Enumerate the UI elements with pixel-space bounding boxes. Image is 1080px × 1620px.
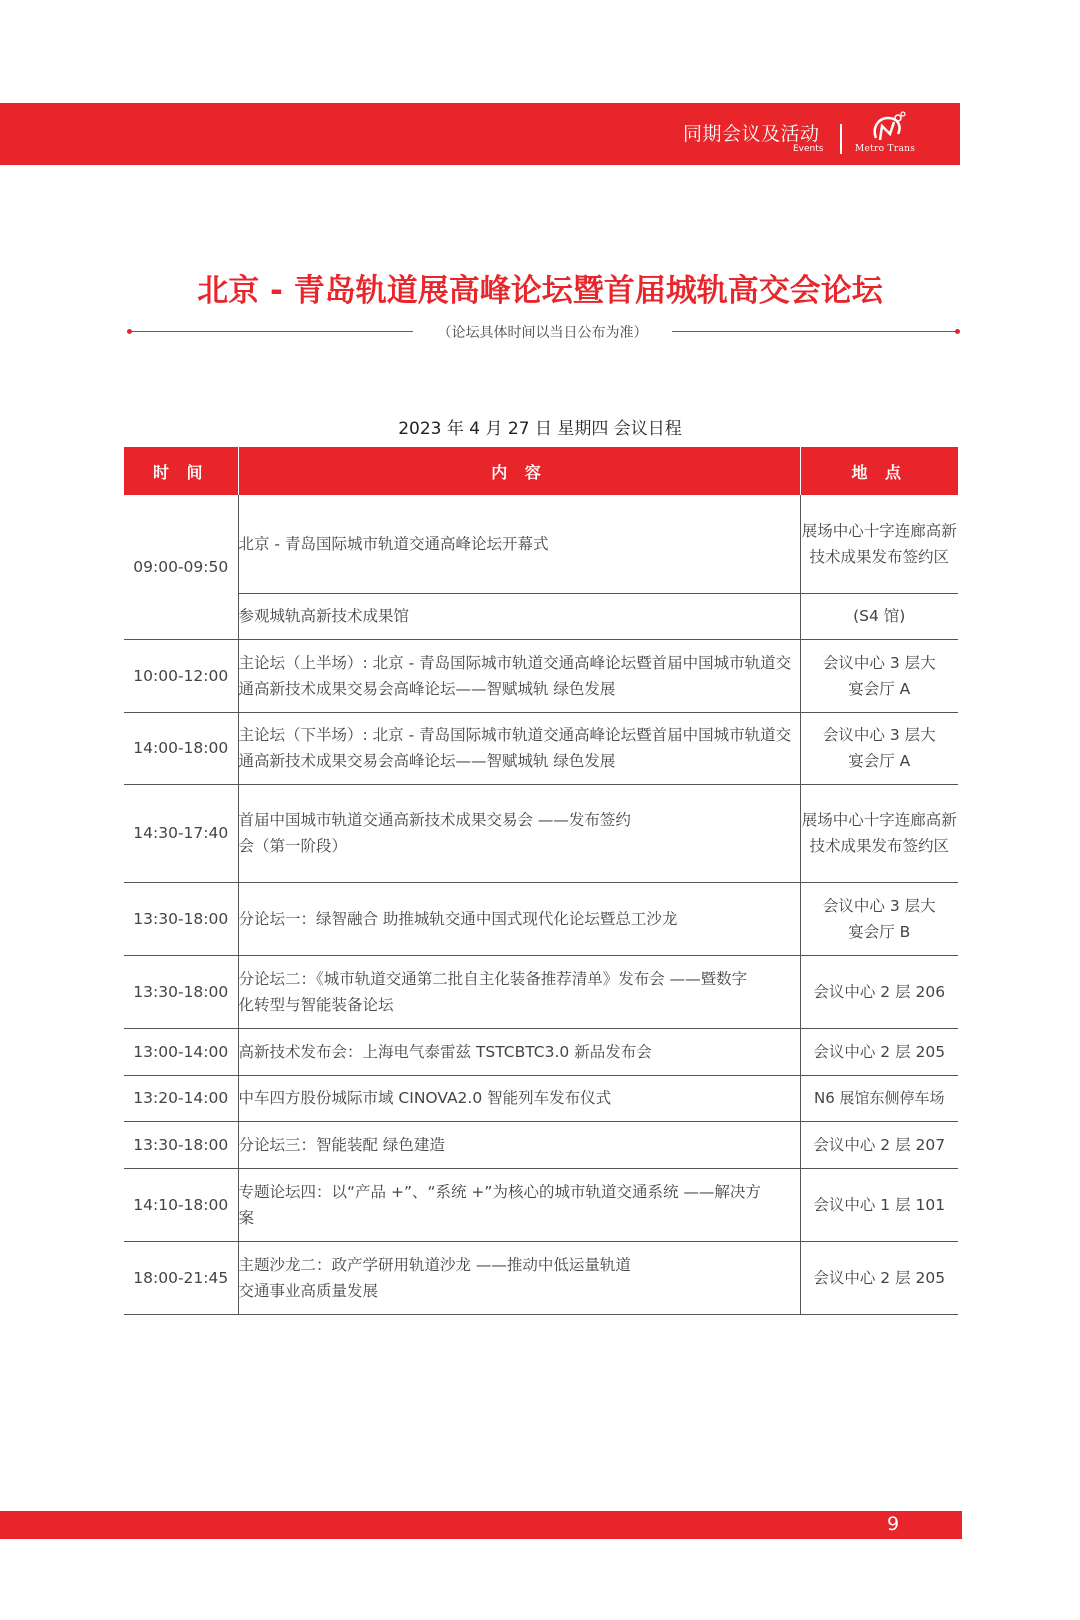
row-content: 分论坛一：绿智融合 助推城轨交通中国式现代化论坛暨总工沙龙 — [238, 882, 800, 955]
row-location: 会议中心 3 层大宴会厅 B — [800, 882, 958, 955]
row-content: 首届中国城市轨道交通高新技术成果交易会 ——发布签约会（第一阶段） — [238, 784, 800, 882]
schedule-date: 2023 年 4 月 27 日 星期四 会议日程 — [398, 419, 682, 439]
row-location: 会议中心 3 层大宴会厅 A — [800, 712, 958, 784]
row-time: 09:00-09:50 — [124, 495, 238, 639]
footer-bar — [0, 1511, 962, 1539]
row-time: 14:30-17:40 — [124, 784, 238, 882]
table-row — [124, 955, 958, 1028]
header-location: 地 点 — [800, 447, 958, 495]
row-content: 参观城轨高新技术成果馆 — [238, 593, 800, 639]
header-divider — [840, 124, 842, 154]
table-row — [124, 882, 958, 955]
row-location: N6 展馆东侧停车场 — [800, 1075, 958, 1121]
table-row — [124, 1075, 958, 1121]
row-content: 北京 - 青岛国际城市轨道交通高峰论坛开幕式 — [238, 495, 800, 593]
row-location: 会议中心 2 层 206 — [800, 955, 958, 1028]
page-number: 9 — [887, 1513, 900, 1535]
row-content: 高新技术发布会：上海电气泰雷兹 TSTCBTC3.0 新品发布会 — [238, 1028, 800, 1075]
row-location: 会议中心 1 层 101 — [800, 1168, 958, 1241]
table-row — [124, 495, 958, 593]
row-time: 13:30-18:00 — [124, 1121, 238, 1168]
table-row — [124, 639, 958, 712]
table-row — [124, 593, 958, 639]
page-title: 北京 - 青岛轨道展高峰论坛暨首届城轨高交会论坛 — [197, 273, 883, 309]
row-location: 会议中心 2 层 207 — [800, 1121, 958, 1168]
row-content: 分论坛三：智能装配 绿色建造 — [238, 1121, 800, 1168]
schedule-table — [124, 447, 958, 1315]
row-time: 18:00-21:45 — [124, 1241, 238, 1314]
divider-line-right — [672, 331, 957, 332]
table-row — [124, 1241, 958, 1314]
table-row — [124, 1028, 958, 1075]
row-time: 13:00-14:00 — [124, 1028, 238, 1075]
section-subtitle: Events — [793, 144, 824, 154]
row-time: 14:00-18:00 — [124, 712, 238, 784]
table-header-row — [124, 447, 958, 495]
row-content: 中车四方股份城际市域 CINOVA2.0 智能列车发布仪式 — [238, 1075, 800, 1121]
row-time: 10:00-12:00 — [124, 639, 238, 712]
row-content: 主题沙龙二：政产学研用轨道沙龙 ——推动中低运量轨道交通事业高质量发展 — [238, 1241, 800, 1314]
row-time: 13:30-18:00 — [124, 955, 238, 1028]
row-time: 13:30-18:00 — [124, 882, 238, 955]
row-location: 会议中心 2 层 205 — [800, 1028, 958, 1075]
row-location: 会议中心 2 层 205 — [800, 1241, 958, 1314]
metro-trans-logo-icon — [868, 110, 908, 146]
row-location: (S4 馆) — [800, 593, 958, 639]
row-location: 展场中心十字连廊高新技术成果发布签约区 — [800, 784, 958, 882]
row-content: 主论坛（下半场）: 北京 - 青岛国际城市轨道交通高峰论坛暨首届中国城市轨道交通高新技术成果交易会高峰论坛——智赋城轨 绿色发展 — [238, 712, 800, 784]
table-row — [124, 784, 958, 882]
table-row — [124, 712, 958, 784]
divider-dot-right — [955, 329, 960, 334]
table-row — [124, 1121, 958, 1168]
header-content: 内 容 — [238, 447, 800, 495]
row-content: 分论坛二：《城市轨道交通第二批自主化装备推荐清单》发布会 ——暨数字化转型与智能装备论坛 — [238, 955, 800, 1028]
row-time: 13:20-14:00 — [124, 1075, 238, 1121]
row-content: 主论坛（上半场）: 北京 - 青岛国际城市轨道交通高峰论坛暨首届中国城市轨道交通高新技术成果交易会高峰论坛——智赋城轨 绿色发展 — [238, 639, 800, 712]
page-subtitle: （论坛具体时间以当日公布为准） — [437, 325, 648, 341]
row-location: 展场中心十字连廊高新技术成果发布签约区 — [800, 495, 958, 593]
row-content: 专题论坛四：以“产品 +”、“系统 +”为核心的城市轨道交通系统 ——解决方案 — [238, 1168, 800, 1241]
section-title: 同期会议及活动 — [683, 123, 820, 145]
header-time: 时 间 — [124, 447, 238, 495]
logo-text: Metro Trans — [855, 144, 916, 154]
row-location: 会议中心 3 层大宴会厅 A — [800, 639, 958, 712]
row-time: 14:10-18:00 — [124, 1168, 238, 1241]
table-row — [124, 1168, 958, 1241]
divider-line-left — [130, 331, 413, 332]
